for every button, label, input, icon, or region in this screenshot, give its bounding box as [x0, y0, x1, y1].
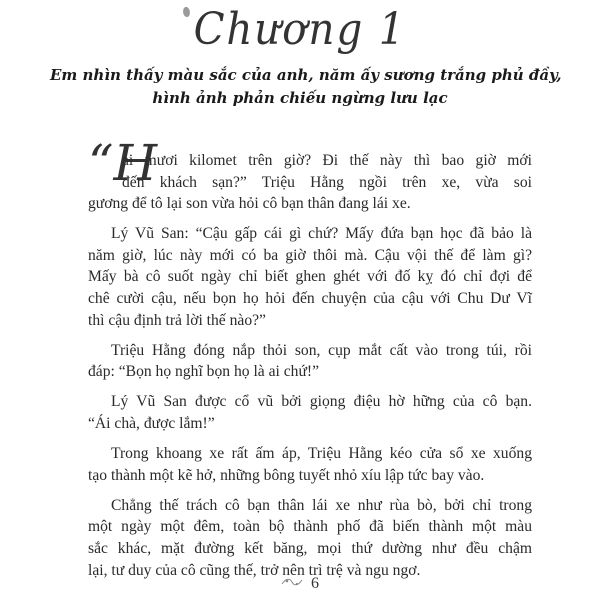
- paragraph: [88, 150, 532, 215]
- text-line: Trong khoang xe rất ấm áp, Triệu Hằng kéo cửa sổ xe xuống: [111, 445, 532, 463]
- text-line: Chẳng thế trách cô bạn thân lái xe như rùa bò, bởi chỉ trong: [111, 496, 532, 514]
- text-line: tạo thành một kẽ hở, những bông tuyết nhỏ xíu lập tức bay vào.: [88, 466, 485, 484]
- paragraph: [88, 340, 532, 383]
- chapter-title: Chương 1: [193, 4, 407, 55]
- text-line: Triệu Hằng đóng nắp thỏi son, cụp mắt cất vào trong túi, rồi: [111, 341, 532, 359]
- page-footer: [0, 575, 600, 593]
- paragraph: [88, 391, 532, 434]
- drop-cap: “H: [88, 134, 158, 192]
- floral-flourish-icon: [281, 576, 303, 592]
- text-line: năm giờ, lúc này mới có ba giờ thôi mà. Cậu vội thế để làm gì?: [88, 246, 532, 264]
- text-line: một ngày một đêm, toàn bộ thành phố đã biến thành một màu: [88, 518, 532, 536]
- text-line: “Ái chà, được lắm!”: [88, 415, 215, 433]
- text-line: Lý Vũ San: “Cậu gấp cái gì chứ? Mấy đứa bạn học đã bảo là: [111, 225, 532, 243]
- paragraph: [88, 223, 532, 331]
- chapter-subtitle-line-2: hình ảnh phản chiếu ngừng lưu lạc: [152, 89, 448, 107]
- text-line: Lý Vũ San được cổ vũ bởi giọng điệu hờ hững của cô bạn.: [111, 393, 532, 411]
- text-line: Mấy bà cô suốt ngày chỉ biết ghen ghét với đố kỵ đó chỉ đợi để: [88, 268, 532, 286]
- chapter-subtitle-line-1: Em nhìn thấy màu sắc của anh, năm ấy sương trắng phủ đầy,: [50, 66, 562, 84]
- text-line: đáp: “Bọn họ nghĩ bọn họ là ai chứ!”: [88, 363, 320, 381]
- text-line: đến khách sạn?” Triệu Hằng ngồi trên xe, vừa soi: [122, 173, 532, 191]
- text-line: sắc khác, mặt đường kết băng, mọi thứ dường như đều chậm: [88, 540, 532, 557]
- text-line: ai mươi kilomet trên giờ? Đi thế này thì bao giờ mới: [122, 152, 532, 169]
- text-line: gương để tô lại son vừa hỏi cô bạn thân đang lái xe.: [88, 195, 411, 213]
- page-number: 6: [311, 575, 319, 593]
- paragraph: [88, 495, 532, 581]
- chapter-body: [88, 150, 532, 590]
- text-line: chê cười cậu, nếu bọn họ hỏi đến chuyện của cậu với Chu Dư Vĩ: [88, 290, 532, 308]
- text-line: thì cậu định trả lời thế nào?”: [88, 311, 266, 329]
- paragraph: [88, 443, 532, 486]
- text-line: lại, tư duy của cô cũng thế, trở nên trì trệ và ngu ngơ.: [88, 561, 421, 579]
